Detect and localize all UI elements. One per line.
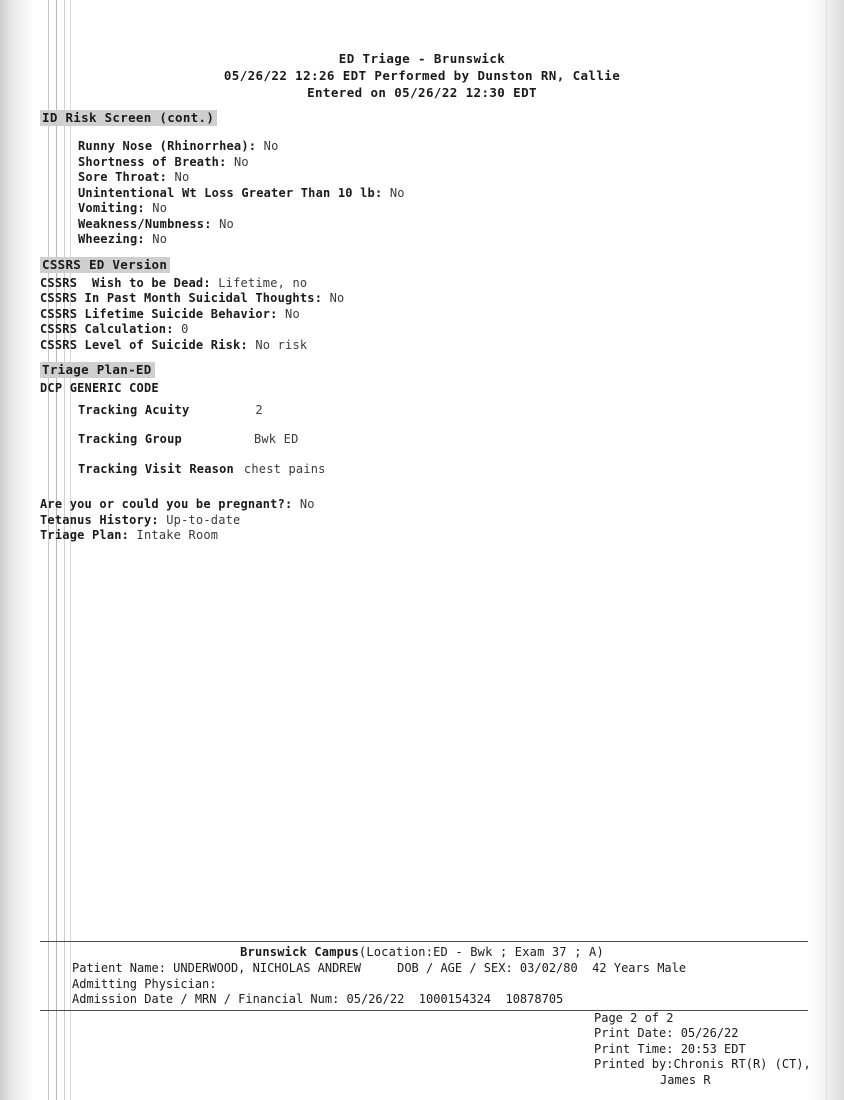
field-value: No: [299, 497, 315, 511]
section-id-risk-screen-heading-row: [40, 107, 844, 126]
field-value: No: [174, 170, 190, 184]
footer-print-time: Print Time: 20:53 EDT: [594, 1041, 746, 1056]
field-cssrs-calculation: [40, 322, 844, 338]
field-value: 0: [181, 322, 189, 336]
section-heading-id-risk-screen: ID Risk Screen (cont.): [40, 110, 217, 126]
section-cssrs-heading-row: [40, 254, 844, 273]
field-tracking-group: [78, 432, 844, 448]
footer-campus-name: Brunswick Campus: [240, 945, 359, 959]
field-label: Tracking Group: [78, 432, 182, 446]
field-value: No: [329, 291, 345, 305]
field-label: Sore Throat:: [78, 170, 168, 184]
field-vomiting: [78, 201, 844, 217]
field-runny-nose: [78, 139, 844, 155]
footer-campus-location: (Location:ED - Bwk ; Exam 37 ; A): [358, 945, 604, 959]
footer-admission-line: Admission Date / MRN / Financial Num: 05/26/22 1000154324 10878705: [72, 992, 564, 1006]
field-tracking-visit-reason: [78, 462, 844, 478]
field-label: Vomiting:: [78, 201, 145, 215]
field-value: No: [389, 185, 405, 200]
field-label: Tetanus History:: [40, 512, 159, 527]
section-heading-triage-plan-ed: Triage Plan-ED: [40, 362, 155, 378]
field-triage-plan: [40, 528, 844, 544]
footer-divider-top: [40, 941, 808, 942]
field-cssrs-wish-to-be-dead: [40, 276, 844, 292]
field-tetanus-history: [40, 513, 844, 529]
field-value: No: [263, 139, 279, 153]
footer-campus-line: [0, 945, 844, 959]
field-tracking-acuity: [78, 403, 844, 419]
field-label: Shortness of Breath:: [78, 154, 227, 169]
field-value: Intake Room: [136, 528, 219, 542]
field-label: Weakness/Numbness:: [78, 216, 212, 231]
field-value: chest pains: [243, 461, 326, 476]
field-value: Bwk ED: [253, 432, 299, 446]
field-value: No: [152, 232, 168, 246]
field-cssrs-past-month-thoughts: [40, 291, 844, 307]
subheading-dcp-generic-code: [40, 381, 844, 397]
field-label: CSSRS Calculation:: [40, 322, 174, 336]
field-label: CSSRS Lifetime Suicide Behavior:: [40, 306, 278, 321]
field-value: No: [152, 201, 168, 215]
field-label: CSSRS Wish to be Dead:: [40, 275, 211, 290]
field-label: Triage Plan:: [40, 528, 130, 542]
field-cssrs-lifetime-behavior: [40, 307, 844, 323]
subheading-label: DCP GENERIC CODE: [40, 381, 159, 395]
field-label: Tracking Visit Reason: [78, 461, 234, 476]
document-title: ED Triage - Brunswick: [338, 51, 506, 66]
document-entered-on: Entered on 05/26/22 12:30 EDT: [307, 85, 537, 100]
field-value: Up-to-date: [166, 512, 241, 527]
field-label: CSSRS In Past Month Suicidal Thoughts:: [40, 291, 323, 305]
field-cssrs-level-of-risk: [40, 338, 844, 354]
field-value: No: [233, 154, 249, 169]
field-value: Lifetime, no: [218, 275, 308, 290]
field-label: Wheezing:: [78, 232, 145, 246]
footer-patient-line: Patient Name: UNDERWOOD, NICHOLAS ANDREW DOB / AGE / SEX: 03/02/80 42 Years Male: [72, 961, 687, 975]
document-header: [0, 50, 844, 101]
field-label: Unintentional Wt Loss Greater Than 10 lb:: [78, 185, 383, 200]
field-value: No risk: [255, 337, 308, 352]
field-wheezing: [78, 232, 844, 248]
footer-print-date: Print Date: 05/26/22: [594, 1026, 739, 1040]
field-label: Runny Nose (Rhinorrhea):: [78, 139, 257, 153]
document-performed-by: 05/26/22 12:26 EDT Performed by Dunston RN, Callie: [223, 68, 621, 83]
field-unintentional-weight-loss: [78, 186, 844, 202]
field-value: No: [219, 216, 234, 231]
footer-printed-by: Printed by:Chronis RT(R) (CT),: [594, 1057, 811, 1071]
field-label: CSSRS Level of Suicide Risk:: [40, 337, 248, 352]
field-pregnancy-status: [40, 497, 844, 513]
field-value: 2: [255, 402, 263, 417]
section-heading-cssrs-ed-version: CSSRS ED Version: [40, 257, 170, 273]
field-label: Are you or could you be pregnant?:: [40, 497, 293, 511]
field-shortness-of-breath: [78, 155, 844, 171]
page-footer: [0, 941, 844, 1100]
field-weakness-numbness: [78, 217, 844, 233]
footer-admitting-physician-line: Admitting Physician:: [72, 976, 217, 991]
field-sore-throat: [78, 170, 844, 186]
footer-printed-by-continued: James R: [660, 1072, 711, 1087]
field-label: Tracking Acuity: [78, 402, 190, 417]
field-value: No: [285, 306, 300, 321]
footer-page-number: Page 2 of 2: [594, 1010, 674, 1025]
section-triage-plan-heading-row: [40, 359, 844, 378]
